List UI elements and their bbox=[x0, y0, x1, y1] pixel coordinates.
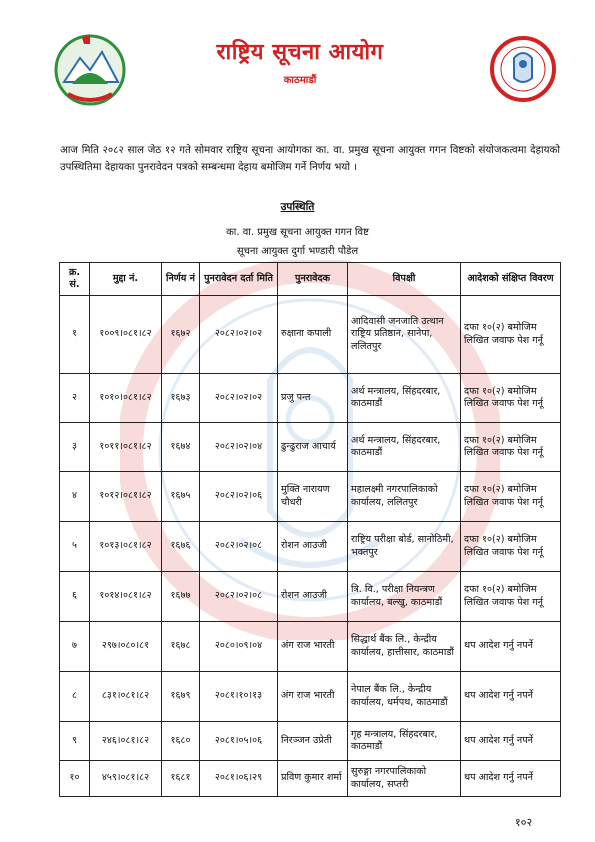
cell-appeal-date: २०८२।०२।०४ bbox=[200, 423, 278, 472]
cell-appellant: रुक्षाना कपाली bbox=[278, 296, 348, 374]
table-row bbox=[60, 672, 561, 722]
col-header-case-no: मुद्दा नं. bbox=[90, 263, 162, 296]
attendance-member: सूचना आयुक्त दुर्गा भण्डारी पौडेल bbox=[236, 246, 359, 257]
cell-decision-no: १६७६ bbox=[162, 522, 200, 572]
col-header-serial: क्र. सं. bbox=[60, 263, 90, 296]
cell-decision-no: १६८० bbox=[162, 722, 200, 761]
cell-serial: ४ bbox=[60, 472, 90, 522]
cell-appellant: रोशन आउजी bbox=[278, 572, 348, 622]
col-header-respondent: विपक्षी bbox=[348, 263, 461, 296]
page-number: १०२ bbox=[515, 816, 533, 829]
cell-appellant: अंग राज भारती bbox=[278, 672, 348, 722]
cell-serial: २ bbox=[60, 374, 90, 423]
cell-serial: ५ bbox=[60, 522, 90, 572]
cell-serial: १ bbox=[60, 296, 90, 374]
cell-order-summary: दफा १०(२) बमोजिम लिखित जवाफ पेश गर्नू bbox=[461, 296, 561, 374]
cell-order-summary: थप आदेश गर्नु नपर्ने bbox=[461, 722, 561, 761]
cell-appeal-date: २०८२।०२।०२ bbox=[200, 374, 278, 423]
cell-case-no: ४५९।०८१।८२ bbox=[90, 761, 162, 797]
cell-serial: ६ bbox=[60, 572, 90, 622]
cell-decision-no: १६७७ bbox=[162, 572, 200, 622]
cell-decision-no: १६७४ bbox=[162, 423, 200, 472]
cell-order-summary: दफा १०(२) बमोजिम लिखित जवाफ पेश गर्नू bbox=[461, 522, 561, 572]
national-emblem-icon bbox=[52, 32, 128, 108]
cell-appeal-date: २०८२।०२।०८ bbox=[200, 572, 278, 622]
cell-appeal-date: २०८२।०२।०८ bbox=[200, 522, 278, 572]
cell-order-summary: थप आदेश गर्नु नपर्ने bbox=[461, 622, 561, 672]
cell-respondent: त्रि. वि., परीक्षा नियन्त्रण कार्यालय, बल्खु, काठमाडौं bbox=[348, 572, 461, 622]
col-header-decision-no: निर्णय नं bbox=[162, 263, 200, 296]
cell-decision-no: १६७८ bbox=[162, 622, 200, 672]
cell-appellant: प्रविण कुमार शर्मा bbox=[278, 761, 348, 797]
cell-respondent: नेपाल बैंक लि., केन्द्रीय कार्यालय, धर्मपथ, काठमाडौं bbox=[348, 672, 461, 722]
cell-case-no: १०१०।०८१।८२ bbox=[90, 374, 162, 423]
cell-appellant: मुक्ति नारायण चौधरी bbox=[278, 472, 348, 522]
attendance-heading: उपस्थिति bbox=[280, 201, 315, 213]
cell-serial: ३ bbox=[60, 423, 90, 472]
cell-appeal-date: २०८०।०९।०४ bbox=[200, 622, 278, 672]
col-header-appeal-date: पुनरावेदन दर्ता मिति bbox=[200, 263, 278, 296]
cell-decision-no: १६७९ bbox=[162, 672, 200, 722]
cell-order-summary: थप आदेश गर्नु नपर्ने bbox=[461, 672, 561, 722]
cell-respondent: राष्ट्रिय परीक्षा बोर्ड, सानोठिमी, भक्तपुर bbox=[348, 522, 461, 572]
attendance-member: का. वा. प्रमुख सूचना आयुक्त गगन विष्ट bbox=[226, 227, 369, 238]
cell-respondent: अर्थ मन्त्रालय, सिंहदरबार, काठमाडौं bbox=[348, 374, 461, 423]
cell-case-no: १०११।०८१।८२ bbox=[90, 423, 162, 472]
cell-decision-no: १६७५ bbox=[162, 472, 200, 522]
cell-case-no: १००९।०८१।८२ bbox=[90, 296, 162, 374]
cell-case-no: १०१४।०८१।८२ bbox=[90, 572, 162, 622]
cell-appeal-date: २०८१।१०।१३ bbox=[200, 672, 278, 722]
cell-order-summary: दफा १०(२) बमोजिम लिखित जवाफ पेश गर्नू bbox=[461, 423, 561, 472]
col-header-appellant: पुनरावेदक bbox=[278, 263, 348, 296]
cell-case-no: १०१२।०८१।८२ bbox=[90, 472, 162, 522]
col-header-order-summary: आदेशको संक्षिप्त विवरण bbox=[461, 263, 561, 296]
cell-respondent: अर्थ मन्त्रालय, सिंहदरबार, काठमाडौं bbox=[348, 423, 461, 472]
table-row bbox=[60, 622, 561, 672]
cell-respondent: सिद्धार्थ बैंक लि., केन्द्रीय कार्यालय, हात्तीसार, काठमाडौं bbox=[348, 622, 461, 672]
cell-respondent: गृह मन्त्रालय, सिंहदरबार, काठमाडौं bbox=[348, 722, 461, 761]
table-row bbox=[60, 423, 561, 472]
cell-appellant: प्रजु पन्त bbox=[278, 374, 348, 423]
commission-logo-icon bbox=[490, 36, 556, 102]
cell-order-summary: दफा १०(२) बमोजिम लिखित जवाफ पेश गर्नू bbox=[461, 572, 561, 622]
cell-respondent: सुरुङ्गा नगरपालिकाको कार्यालय, सप्तरी bbox=[348, 761, 461, 797]
table-row bbox=[60, 722, 561, 761]
table-row bbox=[60, 761, 561, 797]
cell-order-summary: दफा १०(२) बमोजिम लिखित जवाफ पेश गर्नू bbox=[461, 472, 561, 522]
decisions-table bbox=[59, 262, 561, 797]
intro-paragraph: आज मिति २०८२ साल जेठ १२ गते सोमवार राष्ट्रिय सूचना आयोगका का. वा. प्रमुख सूचना आयुक्त गगन विष्टको संयोजकत्वमा देहायको उपस्थितिमा देहायका पुनरावेदन पत्रको सम्बन्धमा देहाय बमोजिम गर्ने निर्णय भयो । bbox=[60, 145, 560, 173]
cell-serial: १० bbox=[60, 761, 90, 797]
cell-case-no: १०१३।०८१।८२ bbox=[90, 522, 162, 572]
cell-serial: ९ bbox=[60, 722, 90, 761]
cell-serial: ७ bbox=[60, 622, 90, 672]
cell-respondent: महालक्ष्मी नगरपालिकाको कार्यालय, ललितपुर bbox=[348, 472, 461, 522]
cell-appellant: रोशन आउजी bbox=[278, 522, 348, 572]
cell-appeal-date: २०८२।०२।०२ bbox=[200, 296, 278, 374]
cell-appeal-date: २०८१।०६।२९ bbox=[200, 761, 278, 797]
cell-appellant: निरञ्जन उप्रेती bbox=[278, 722, 348, 761]
cell-decision-no: १६७३ bbox=[162, 374, 200, 423]
organization-title: राष्ट्रिय सूचना आयोग bbox=[216, 40, 384, 65]
cell-respondent: आदिवासी जनजाति उत्थान राष्ट्रिय प्रतिष्ठान, सानेपा, ललितपुर bbox=[348, 296, 461, 374]
cell-order-summary: दफा १०(२) बमोजिम लिखित जवाफ पेश गर्नू bbox=[461, 374, 561, 423]
letterhead bbox=[0, 0, 595, 120]
cell-decision-no: १६८१ bbox=[162, 761, 200, 797]
cell-decision-no: १६७२ bbox=[162, 296, 200, 374]
cell-case-no: २४६।०८१।८२ bbox=[90, 722, 162, 761]
table-row bbox=[60, 472, 561, 522]
cell-serial: ८ bbox=[60, 672, 90, 722]
table-header-row bbox=[60, 263, 561, 296]
cell-appellant: अंग राज भारती bbox=[278, 622, 348, 672]
organization-location: काठमाडौं bbox=[283, 75, 317, 86]
table-row bbox=[60, 374, 561, 423]
cell-appeal-date: २०८१।०५।०६ bbox=[200, 722, 278, 761]
cell-appeal-date: २०८२।०२।०६ bbox=[200, 472, 278, 522]
cell-case-no: ८३१।०८१।८२ bbox=[90, 672, 162, 722]
cell-order-summary: थप आदेश गर्नु नपर्ने bbox=[461, 761, 561, 797]
cell-case-no: २९७।०८०।८१ bbox=[90, 622, 162, 672]
table-row bbox=[60, 572, 561, 622]
cell-appellant: ढुन्ढुराज आचार्य bbox=[278, 423, 348, 472]
table-row bbox=[60, 522, 561, 572]
table-row bbox=[60, 296, 561, 374]
